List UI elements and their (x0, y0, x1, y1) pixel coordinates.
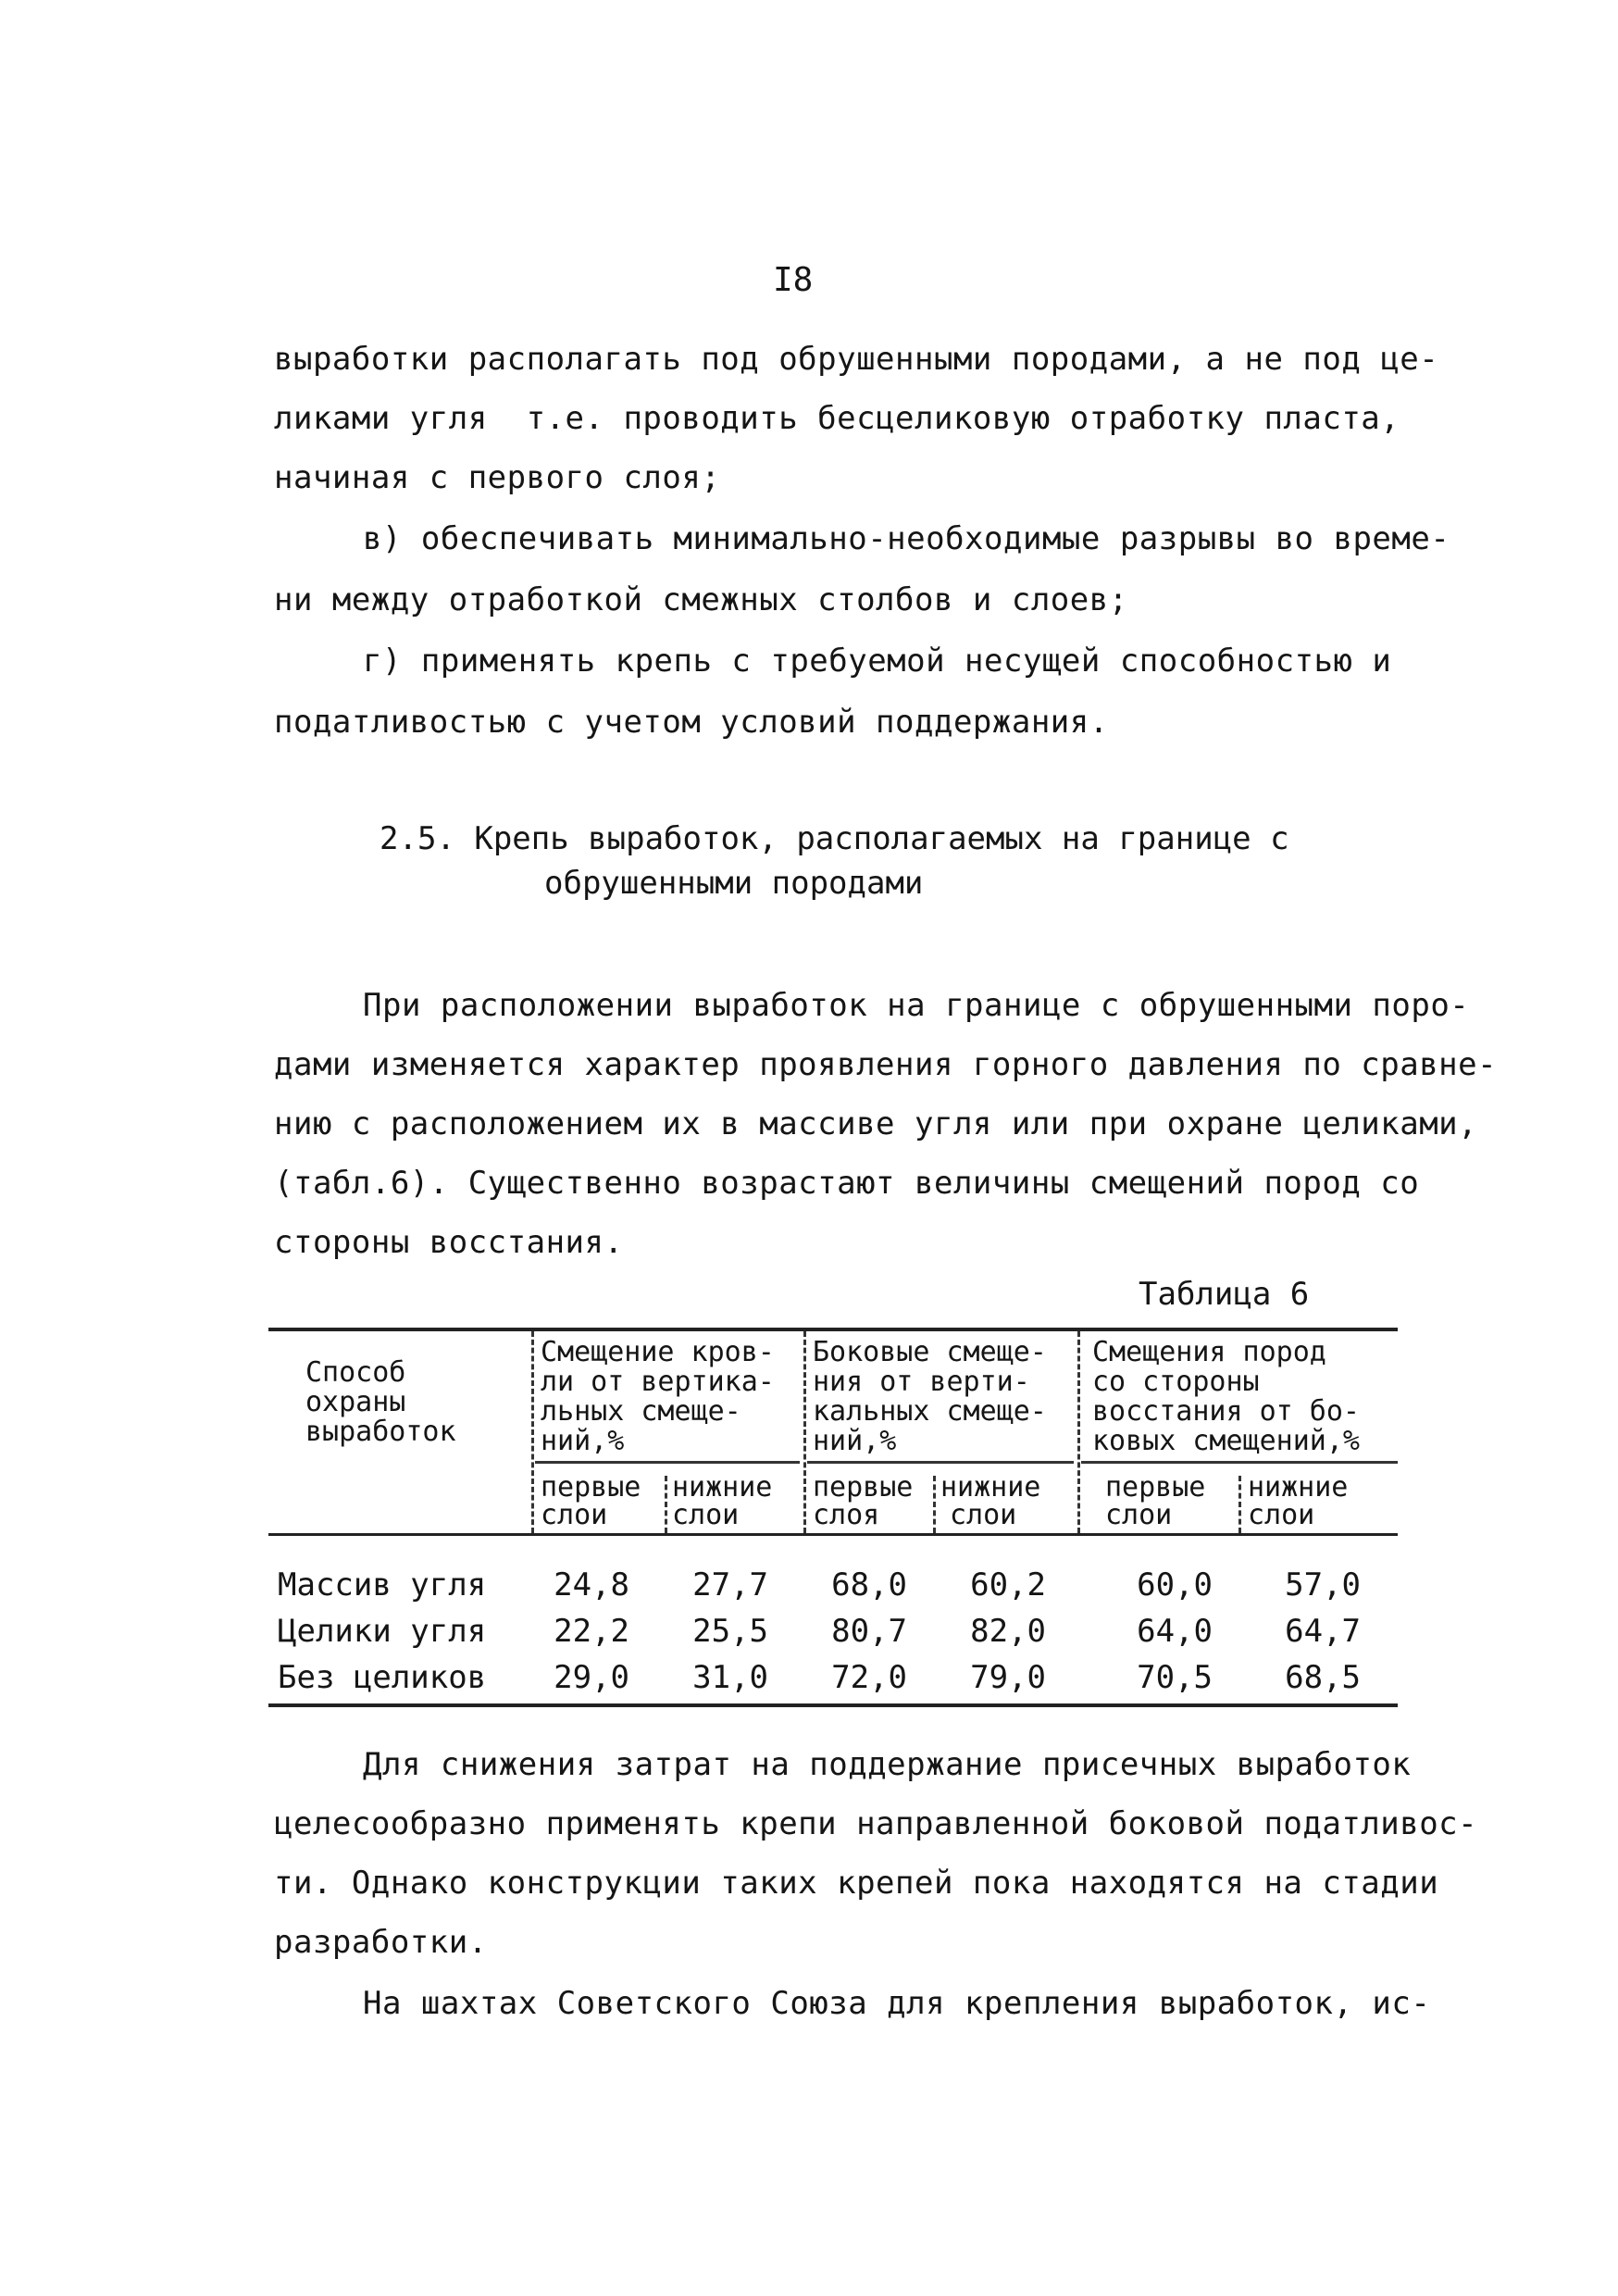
table-cell: 22,2 (554, 1613, 629, 1650)
table-cell: 57,0 (1285, 1566, 1361, 1603)
text-line: ни между отработкой смежных столбов и слоев; (274, 581, 1128, 618)
text-line: При расположении выработок на границе с обрушенными поро- (363, 987, 1470, 1024)
column-divider (803, 1331, 806, 1533)
sub-header: первые (813, 1471, 914, 1504)
group-header-rise: ковых смещений,% (1092, 1425, 1360, 1457)
text-line: податливостью с учетом условий поддержания. (274, 704, 1109, 741)
table-cell: 24,8 (554, 1566, 629, 1603)
table-cell: 64,7 (1285, 1613, 1361, 1650)
table-cell: 29,0 (554, 1659, 629, 1696)
table-caption: Таблица 6 (1139, 1276, 1310, 1313)
column-divider (665, 1476, 667, 1533)
group-header-roof: ний,% (541, 1425, 625, 1457)
table-cell: 82,0 (970, 1613, 1046, 1650)
table-cell: 80,7 (831, 1613, 907, 1650)
table-cell: 60,0 (1137, 1566, 1213, 1603)
table-header-rule (268, 1533, 1398, 1536)
group-header-lateral: ния от верти- (813, 1366, 1030, 1398)
table-cell: 25,5 (692, 1613, 768, 1650)
col-header-method: охраны (305, 1386, 406, 1418)
sub-header: слои (672, 1499, 740, 1531)
group-header-lateral: Боковые смеще- (813, 1336, 1047, 1368)
column-divider (933, 1476, 936, 1533)
page-number: I8 (773, 261, 814, 299)
table-cell: 64,0 (1137, 1613, 1213, 1650)
text-line: разработки. (274, 1924, 488, 1961)
text-line: в) обеспечивать минимально-необходимые разрывы во време- (363, 520, 1450, 557)
sub-header: нижние (1248, 1471, 1349, 1504)
sub-header: слоя (813, 1499, 880, 1531)
text-line: начиная с первого слоя; (274, 459, 721, 496)
text-line: стороны восстания. (274, 1224, 624, 1261)
table-cell: 68,0 (831, 1566, 907, 1603)
col-header-method: Способ (305, 1356, 406, 1389)
text-line: г) применять крепь с требуемой несущей способностью и (363, 643, 1392, 680)
sub-header: слои (950, 1499, 1017, 1531)
table-cell: 72,0 (831, 1659, 907, 1696)
group-underline (807, 1461, 1074, 1464)
group-underline (1081, 1461, 1398, 1464)
group-header-rise: со стороны (1092, 1366, 1260, 1398)
table-top-rule (268, 1328, 1398, 1331)
table-cell: 68,5 (1285, 1659, 1361, 1696)
table-bottom-rule (268, 1703, 1398, 1707)
table-cell: 70,5 (1137, 1659, 1213, 1696)
text-line: целесообразно применять крепи направленной боковой податливос- (274, 1805, 1478, 1842)
sub-header: слои (1105, 1499, 1173, 1531)
sub-header: слои (1248, 1499, 1315, 1531)
group-header-rise: Смещения пород (1092, 1336, 1326, 1368)
text-line: (табл.6). Существенно возрастают величины смещений пород со (274, 1165, 1420, 1202)
text-line: дами изменяется характер проявления горного давления по сравне- (274, 1046, 1498, 1083)
text-line: выработки располагать под обрушенными породами, а не под це- (274, 341, 1439, 378)
section-heading: 2.5. Крепь выработок, располагаемых на границе с (380, 820, 1289, 857)
sub-header: нижние (940, 1471, 1041, 1504)
row-label: Целики угля (278, 1613, 487, 1650)
section-heading: обрушенными породами (544, 865, 924, 902)
table-cell: 31,0 (692, 1659, 768, 1696)
sub-header: нижние (672, 1471, 773, 1504)
group-header-lateral: ний,% (813, 1425, 897, 1457)
column-divider (531, 1331, 534, 1533)
sub-header: слои (541, 1499, 608, 1531)
group-underline (535, 1461, 800, 1464)
table-cell: 79,0 (970, 1659, 1046, 1696)
column-divider (1238, 1476, 1241, 1533)
group-header-roof: ли от вертика- (541, 1366, 775, 1398)
group-header-rise: восстания от бо- (1092, 1395, 1360, 1428)
group-header-roof: Смещение кров- (541, 1336, 775, 1368)
row-label: Массив угля (278, 1566, 487, 1603)
sub-header: первые (541, 1471, 641, 1504)
col-header-method: выработок (305, 1416, 456, 1448)
group-header-lateral: кальных смеще- (813, 1395, 1047, 1428)
table-cell: 60,2 (970, 1566, 1046, 1603)
text-line: Для снижения затрат на поддержание присечных выработок (363, 1746, 1412, 1783)
table-cell: 27,7 (692, 1566, 768, 1603)
text-line: ликами угля т.е. проводить бесцеликовую отработку пласта, (274, 400, 1400, 437)
text-line: нию с расположением их в массиве угля или при охране целиками, (274, 1105, 1478, 1142)
row-label: Без целиков (278, 1659, 487, 1696)
group-header-roof: льных смеще- (541, 1395, 741, 1428)
text-line: ти. Однако конструкции таких крепей пока находятся на стадии (274, 1865, 1439, 1902)
text-line: На шахтах Советского Союза для крепления выработок, ис- (363, 1985, 1431, 2022)
sub-header: первые (1105, 1471, 1206, 1504)
column-divider (1077, 1331, 1080, 1533)
